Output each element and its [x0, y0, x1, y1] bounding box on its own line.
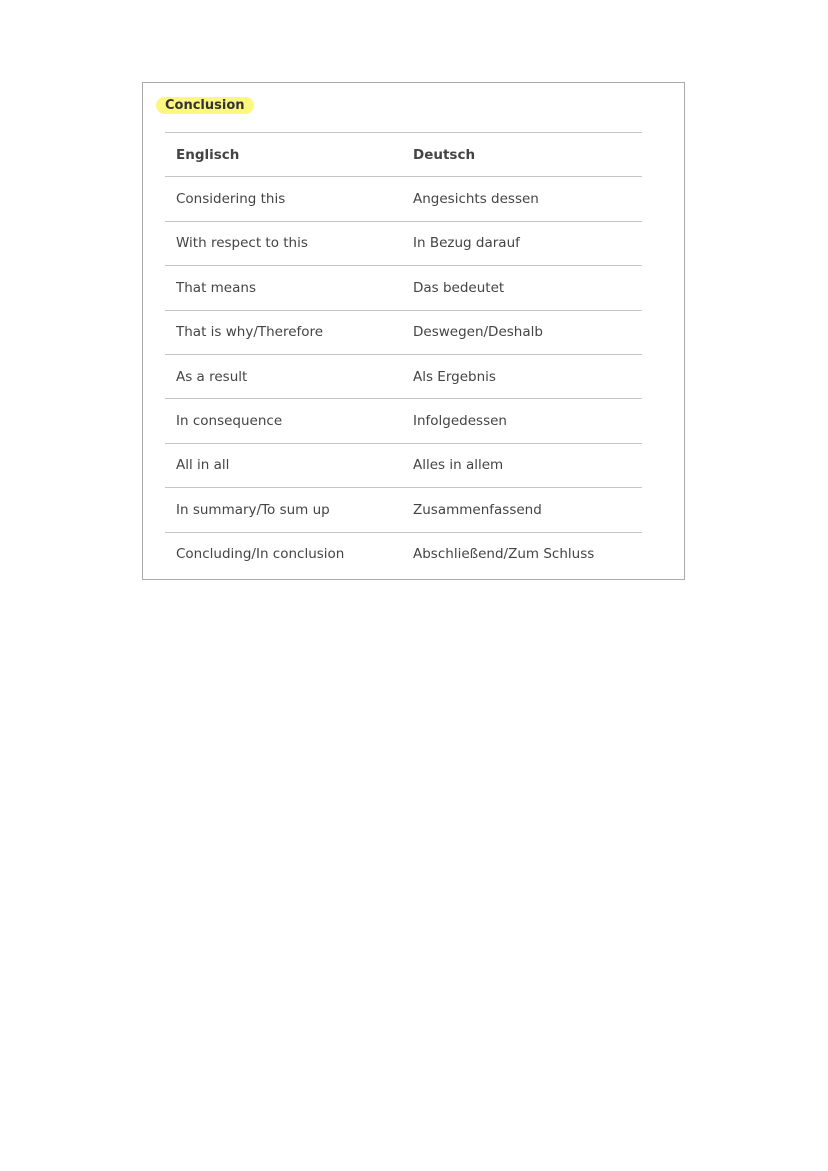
english-cell: That is why/Therefore — [176, 324, 324, 341]
german-cell: Infolgedessen — [413, 413, 507, 430]
english-cell: As a result — [176, 368, 248, 385]
german-cell: Abschließend/Zum Schluss — [413, 546, 595, 563]
german-cell: Zusammenfassend — [413, 501, 542, 518]
german-cell: Das bedeutet — [413, 279, 505, 296]
german-cell: In Bezug darauf — [413, 235, 520, 252]
german-cell: Alles in allem — [413, 457, 504, 474]
table-row — [165, 354, 642, 398]
phrase-table — [165, 132, 642, 576]
section-title: Conclusion — [156, 97, 254, 114]
german-cell: Als Ergebnis — [413, 368, 496, 385]
table-row — [165, 310, 642, 354]
table-header-row — [165, 133, 642, 177]
german-cell: Angesichts dessen — [413, 191, 539, 208]
header-german: Deutsch — [413, 146, 476, 163]
english-cell: Concluding/In conclusion — [176, 546, 345, 563]
table-row — [165, 266, 642, 310]
phrase-card — [142, 82, 685, 580]
english-cell: All in all — [176, 457, 230, 474]
german-cell: Deswegen/Deshalb — [413, 324, 543, 341]
english-cell: Considering this — [176, 191, 286, 208]
table-row — [165, 221, 642, 265]
table-row — [165, 177, 642, 221]
table-row — [165, 488, 642, 532]
table-row — [165, 399, 642, 443]
header-english: Englisch — [176, 146, 240, 163]
english-cell: In summary/To sum up — [176, 501, 330, 518]
english-cell: That means — [176, 279, 256, 296]
english-cell: With respect to this — [176, 235, 308, 252]
table-row — [165, 443, 642, 487]
table-row — [165, 532, 642, 576]
english-cell: In consequence — [176, 413, 283, 430]
